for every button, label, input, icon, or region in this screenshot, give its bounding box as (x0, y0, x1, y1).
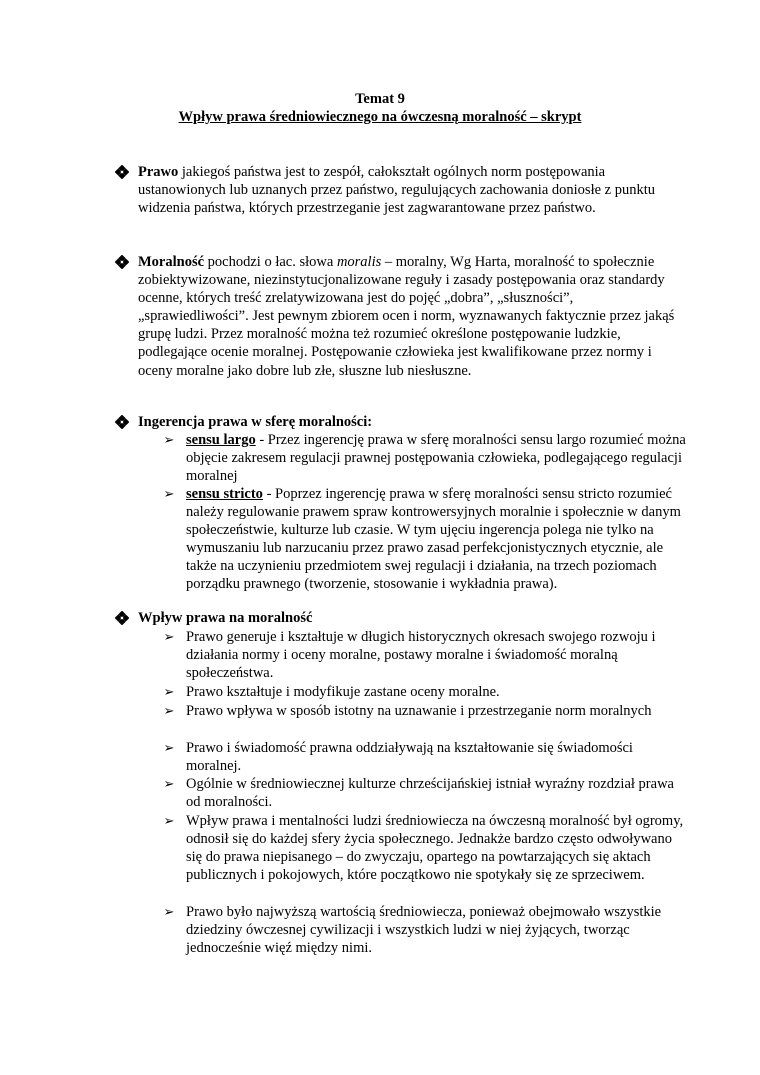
wplyw-item-text: Prawo kształtuje i modyfikuje zastane oceny moralne. (186, 684, 500, 700)
list-item (163, 775, 686, 811)
bullet-ingerencja (138, 413, 683, 431)
arrow-bullet-icon: ➢ (163, 904, 175, 919)
diamond-bullet-icon (114, 609, 130, 625)
sensu-largo-text: - Przez ingerencję prawa w sferę moralności sensu largo rozumieć można objęcie zakresem regulacji prawnej postępowania człowieka, podlegającego regulacji moralnej (186, 432, 686, 485)
arrow-bullet-icon: ➢ (163, 629, 175, 644)
bullet-wplyw (138, 609, 683, 627)
latin-word: moralis (336, 254, 382, 270)
arrow-bullet-icon: ➢ (163, 486, 175, 501)
wplyw-item-text: Prawo było najwyższą wartością średniowiecza, ponieważ obejmowało wszystkie dziedziny ówczesnej cywilizacji i wszystkich ludzi w niej żyjących, tworząc jednocześnie więź między nimi. (186, 904, 662, 957)
wplyw-item-text: Wpływ prawa i mentalności ludzi średniowiecza na ówczesną moralność był ogromy, odnosił się do każdej sfery życia społecznego. Jednakże bardzo często odwoływano się do prawa niepisanego – do zwyczaju, opartego na powtarzających się aktach publicznych i pokojowych, które początkowo nie spotykały się ze sprzeciwem. (186, 813, 684, 884)
diamond-bullet-icon (114, 413, 130, 429)
wplyw-item-text: Prawo i świadomość prawna oddziaływają na kształtowanie się świadomości moralnej. (186, 740, 633, 775)
document-subtitle: Wpływ prawa średniowiecznego na ówczesną moralność – skrypt (178, 109, 582, 125)
arrow-bullet-icon: ➢ (163, 813, 175, 828)
document-title: Temat 9 (355, 91, 405, 107)
term-sensu-stricto: sensu stricto (186, 486, 263, 502)
arrow-bullet-icon: ➢ (163, 776, 175, 791)
diamond-bullet-icon (114, 253, 130, 269)
list-item (163, 683, 686, 701)
term-moralnosc: Moralność (138, 254, 205, 270)
wplyw-item-text: Ogólnie w średniowiecznej kulturze chrześcijańskiej istniał wyraźny rozdział prawa od moralności. (186, 776, 674, 811)
prawo-definition: jakiegoś państwa jest to zespół, całokształt ogólnych norm postępowania ustanowionych lub uznanych przez państwo, regulujących zachowania doniosłe z punktu widzenia państwa, których przestrzeganie jest zagwarantowane przez państwo. (138, 164, 656, 217)
moralnosc-text-b: – moralny, Wg Harta, moralność to społecznie zobiektywizowane, niezinstytucjonalizowane reguły i zasady postępowania oraz standardy ocenne, których treść zrelatywizowana jest do pojęć „dobra”, „słuszności”, „sprawiedliwości”. Jest pewnym zbiorem ocen i norm, wyznawanych faktycznie przez jakąś grupę ludzi. Przez moralność można też rozumieć określone postępowanie ludzkie, podlegające ocenie moralnej. Postępowanie człowieka jest kwalifikowane przez normy i oceny moralne jako dobre lub złe, słuszne lub niesłuszne. (138, 254, 675, 379)
list-item (163, 903, 686, 957)
term-sensu-largo: sensu largo (186, 432, 256, 448)
arrow-bullet-icon: ➢ (163, 740, 175, 755)
list-item (163, 739, 686, 775)
wplyw-item-text: Prawo wpływa w sposób istotny na uznawanie i przestrzeganie norm moralnych (186, 703, 652, 719)
diamond-bullet-icon (114, 163, 130, 179)
section-heading-ingerencja: Ingerencja prawa w sferę moralności: (138, 414, 373, 430)
bullet-prawo (138, 163, 683, 217)
moralnosc-text-a: pochodzi o łac. słowa (204, 254, 337, 270)
arrow-bullet-icon: ➢ (163, 432, 175, 447)
sensu-stricto-text: - Poprzez ingerencję prawa w sferę moralności sensu stricto rozumieć należy regulowanie prawem spraw kontrowersyjnych moralnie i społecznie w danym społeczeństwie, kulturze lub czasie. W tym ujęciu ingerencja polega nie tylko na wymuszaniu lub narzucaniu przez prawo zasad perfekcjonistycznych etycznie, ale także na uczynieniu przedmiotem swej regulacji i działania, na trzech poziomach porządku prawnego (tworzenie, stosowanie i wykładnia prawa). (186, 486, 681, 593)
bullet-moralnosc (138, 253, 683, 380)
term-prawo: Prawo (138, 164, 179, 180)
list-item (163, 431, 686, 485)
list-item (163, 812, 686, 884)
section-heading-wplyw: Wpływ prawa na moralność (138, 610, 313, 626)
wplyw-item-text: Prawo generuje i kształtuje w długich historycznych okresach swojego rozwoju i działania normy i oceny moralne, postawy moralne i świadomość moralną społeczeństwa. (186, 629, 656, 682)
list-item (163, 702, 686, 720)
arrow-bullet-icon: ➢ (163, 703, 175, 718)
arrow-bullet-icon: ➢ (163, 684, 175, 699)
list-item (163, 485, 686, 594)
list-item (163, 628, 686, 682)
